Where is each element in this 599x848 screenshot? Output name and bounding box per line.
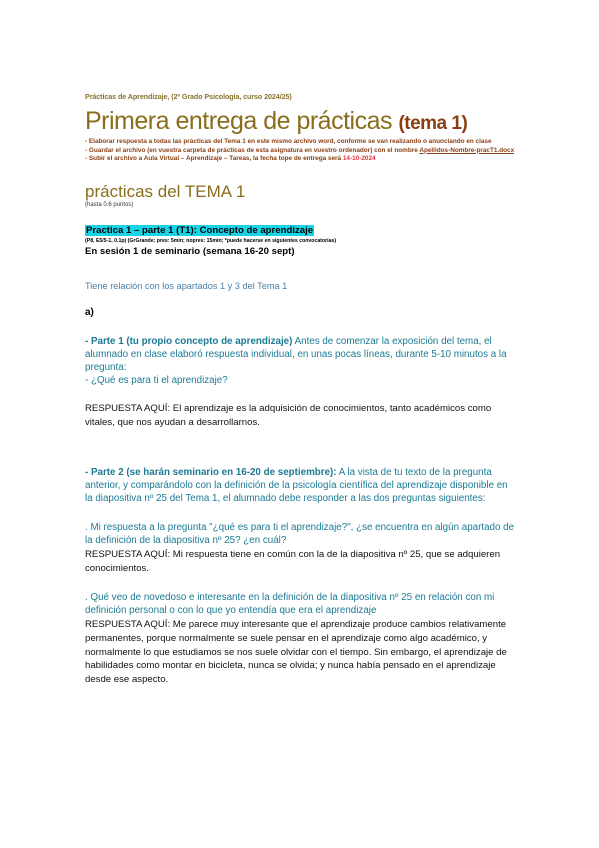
part2-answer-1: RESPUESTA AQUÍ: Mi respuesta tiene en común con la de la diapositiva nº 25, que se adquieren conocimientos. (85, 549, 501, 574)
item-label: a) (85, 306, 94, 318)
filename-link: Apellidos-Nombre-pracT1.docx (419, 146, 515, 154)
part1-prompt (85, 336, 515, 375)
section-points: (hasta 0.6 puntos) (85, 201, 134, 208)
instruction-item: - Elaborar respuesta a todas las prácticas del Tema 1 en este mismo archivo word, conforme se van realizando o anunciando en clase (85, 138, 492, 145)
deadline-date: 14-10-2024 (342, 155, 376, 163)
part1-question: - ¿Qué es para ti el aprendizaje? (85, 374, 228, 386)
course-line: Prácticas de Aprendizaje, (2º Grado Psicología, curso 2024/25) (85, 92, 292, 101)
practice-meta: (P8, E5/5-1, 0.1p) (GrGrande; pres: 5min; nopres: 15min; *puede hacerse en siguientes convocatorias) (85, 237, 337, 244)
instruction-text: - Subir el archivo a Aula Virtual – Aprendizaje – Tareas, la fecha tope de entrega será (85, 155, 343, 163)
page-title (85, 107, 515, 136)
section-title: prácticas del TEMA 1 (85, 181, 246, 201)
part2-label: - Parte 2 (se harán seminario en 16-20 de septiembre): (85, 467, 337, 479)
title-main: Primera entrega de prácticas (85, 107, 392, 135)
instruction-text: - Guardar el archivo (en vuestra carpeta de prácticas de esta asignatura en vuestro ordenador) con el nombre (85, 146, 420, 154)
part2-answer-2: RESPUESTA AQUÍ: Me parece muy interesante que el aprendizaje produce cambios relativamente permanentes, porque normalmente se suele pensar en el aprendizaje como algo académico, y normalmente lo que estudiamos se nos suele olvidar con el tiempo. Sin embargo, el aprendizaje de habilidades como montar en bicicleta, nunca se olvida; y nunca había pensado en el aprendizaje desde ese aspecto. (85, 618, 507, 686)
part2-question-1: . Mi respuesta a la pregunta "¿qué es para ti el aprendizaje?", ¿se encuentra en algún apartado de la definición de la diapositiva nº 25? ¿en cuál? (85, 522, 515, 547)
part1-text: Antes de comenzar la exposición del tema, el alumnado en clase elaboró respuesta individual, en unas pocas líneas, durante 5-10 minutos a la pregunta: (85, 335, 507, 373)
practice-header (85, 220, 515, 257)
part1-answer: RESPUESTA AQUÍ: El aprendizaje es la adquisición de conocimientos, tanto académicos como vitales, que nos ayudan a desarrollarnos. (85, 402, 492, 428)
instruction-item (85, 155, 515, 164)
part2-text: A la vista de tu texto de la pregunta anterior, y comparándolo con la definición de la psicología científica del aprendizaje disponible en la diapositiva nº 25 del Tema 1, el alumnado debe responder a las dos preguntas siguientes: (85, 467, 508, 505)
relation-note: Tiene relación con los apartados 1 y 3 del Tema 1 (85, 280, 288, 291)
instruction-item (85, 147, 515, 156)
part2-prompt (85, 467, 515, 506)
document-page (85, 92, 515, 687)
practice-title: Practica 1 – parte 1 (T1): Concepto de aprendizaje (86, 224, 314, 236)
title-suffix: (tema 1) (398, 113, 468, 134)
practice-session: En sesión 1 de seminario (semana 16-20 sept) (85, 245, 295, 257)
instructions-list (85, 138, 515, 164)
part2-question-2: . Qué veo de novedoso e interesante en la definición de la diapositiva nº 25 en relación con mi definición personal o con lo que yo entendía que era el aprendizaje (85, 591, 495, 616)
part1-label: - Parte 1 (tu propio concepto de aprendizaje) (85, 335, 293, 347)
